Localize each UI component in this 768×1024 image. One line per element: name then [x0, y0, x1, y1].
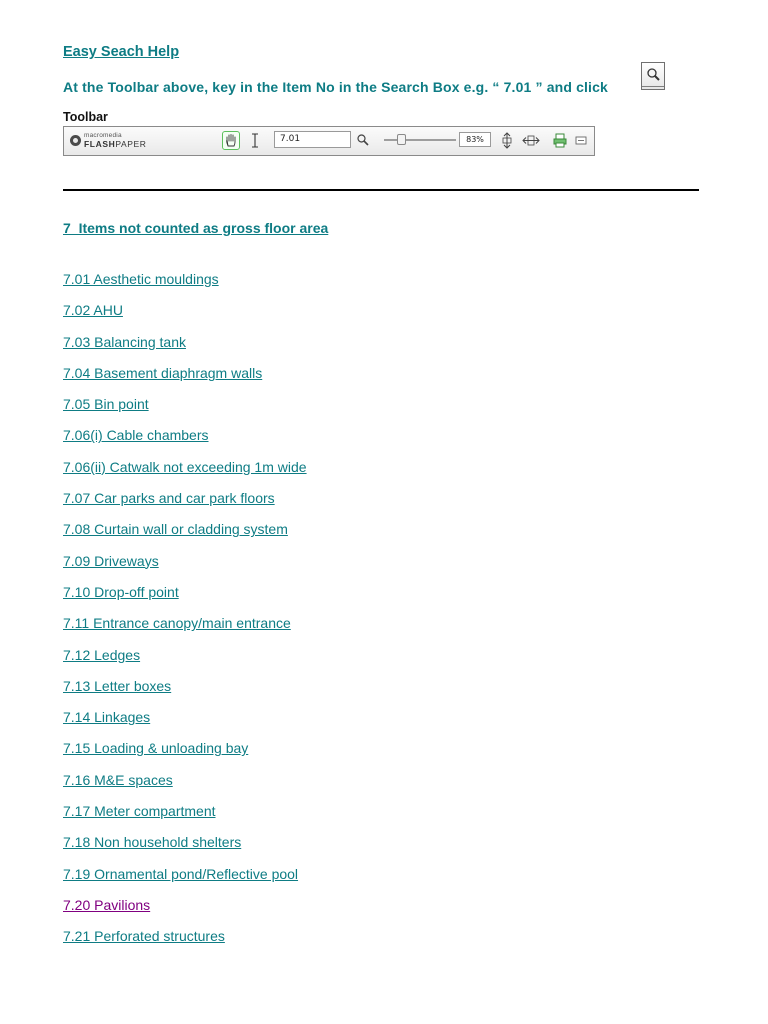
section-title[interactable]: 7 Items not counted as gross floor area: [63, 220, 329, 236]
item-link[interactable]: 7.07 Car parks and car park floors: [63, 490, 275, 507]
print-icon: [552, 132, 568, 149]
search-icon: [642, 64, 664, 86]
logo-small-text: macromedia: [84, 132, 122, 139]
section-divider: [63, 189, 699, 191]
search-field: 7.01: [274, 131, 351, 148]
item-link[interactable]: 7.01 Aesthetic mouldings: [63, 271, 219, 287]
item-link[interactable]: 7.15 Loading & unloading bay: [63, 740, 249, 757]
search-button-sample: [641, 62, 665, 90]
item-link[interactable]: 7.17 Meter compartment: [63, 803, 216, 820]
zoom-slider-track: [384, 139, 456, 141]
item-link[interactable]: 7.09 Driveways: [63, 552, 159, 569]
zoom-level: 83%: [459, 132, 491, 147]
zoom-slider-knob: [397, 134, 406, 145]
hand-icon: [223, 132, 239, 149]
fit-width-icon: [522, 132, 540, 149]
item-link[interactable]: 7.13 Letter boxes: [63, 677, 172, 694]
item-link[interactable]: 7.10 Drop-off point: [63, 583, 179, 600]
easy-search-help-title[interactable]: Easy Seach Help: [63, 44, 180, 60]
item-link[interactable]: 7.02 AHU: [63, 302, 123, 319]
logo-paper-text: PAPER: [115, 139, 147, 149]
item-link[interactable]: 7.06(ii) Catwalk not exceeding 1m wide: [63, 458, 307, 475]
items-list: [63, 270, 307, 959]
item-link[interactable]: 7.11 Entrance canopy/main entrance: [63, 615, 291, 632]
item-link-visited[interactable]: 7.20 Pavilions: [63, 896, 151, 913]
item-link[interactable]: 7.21 Perforated structures: [63, 928, 225, 945]
item-link[interactable]: 7.06(i) Cable chambers: [63, 427, 209, 444]
search-icon: [356, 132, 370, 148]
item-link[interactable]: 7.14 Linkages: [63, 709, 151, 726]
logo-flash-text: FLASH: [84, 139, 116, 149]
item-link[interactable]: 7.18 Non household shelters: [63, 834, 242, 851]
search-instruction: At the Toolbar above, key in the Item No in the Search Box e.g. “ 7.01 ” and click: [63, 79, 608, 95]
flashpaper-toolbar: [63, 126, 595, 156]
flashpaper-logo: [70, 132, 147, 148]
toolbar-label: Toolbar: [63, 110, 108, 124]
macromedia-logo-icon: [70, 135, 81, 146]
options-icon: [574, 132, 588, 149]
fit-page-icon: [499, 132, 515, 149]
item-link[interactable]: 7.12 Ledges: [63, 646, 141, 663]
hand-tool-button: [222, 131, 240, 150]
text-cursor-icon: [250, 132, 260, 150]
item-link[interactable]: 7.19 Ornamental pond/Reflective pool: [63, 865, 299, 882]
item-link[interactable]: 7.16 M&E spaces: [63, 771, 173, 788]
item-link[interactable]: 7.04 Basement diaphragm walls: [63, 364, 263, 381]
item-link[interactable]: 7.03 Balancing tank: [63, 333, 186, 350]
item-link[interactable]: 7.05 Bin point: [63, 396, 149, 413]
item-link[interactable]: 7.08 Curtain wall or cladding system: [63, 521, 288, 538]
